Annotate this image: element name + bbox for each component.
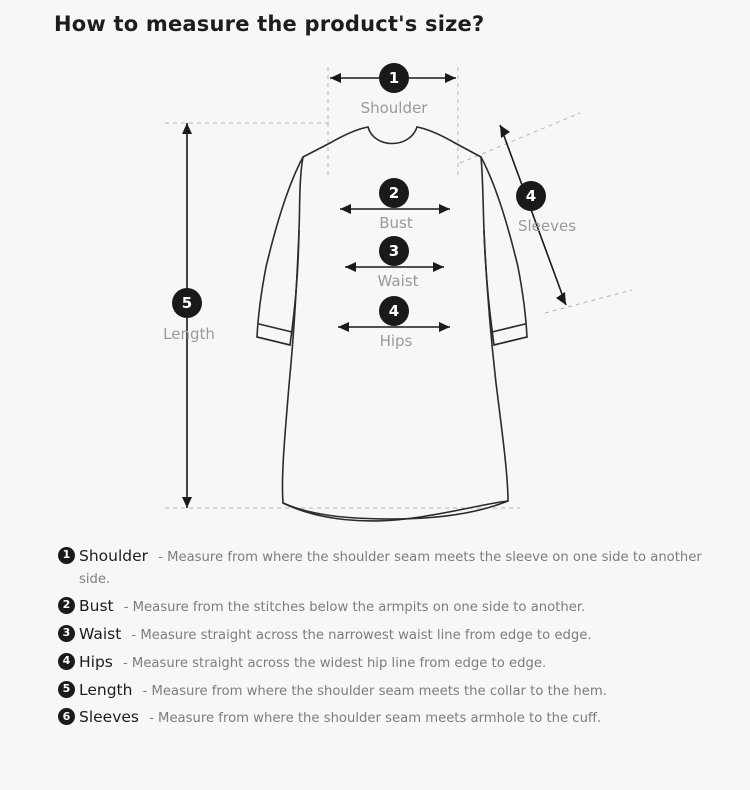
guide-sleeve-bottom (545, 290, 632, 313)
legend-badge-2: 2 (58, 597, 75, 614)
legend-term-length: Length (79, 680, 133, 699)
legend-term-hips: Hips (79, 652, 113, 671)
measurement-diagram (0, 45, 750, 535)
callout-5-number: 5 (181, 294, 193, 312)
legend-badge-1: 1 (58, 547, 75, 564)
legend-desc-hips: - Measure straight across the widest hip line from edge to edge. (122, 655, 547, 671)
legend-desc-waist: - Measure straight across the narrowest waist line from edge to edge. (131, 627, 592, 643)
callout-bust (340, 178, 450, 232)
callout-4-number: 4 (388, 302, 400, 320)
callout-hips (338, 296, 450, 350)
list-item (58, 623, 718, 645)
legend-term-sleeves: Sleeves (79, 708, 140, 727)
callout-6-number: 4 (525, 187, 537, 205)
list-item (58, 545, 718, 589)
callout-1-number: 1 (388, 69, 400, 87)
callout-length (163, 123, 215, 508)
legend-list (58, 545, 718, 734)
legend-term-waist: Waist (79, 624, 122, 643)
list-item (58, 651, 718, 673)
legend-badge-6: 6 (58, 708, 75, 725)
list-item (58, 706, 718, 728)
legend-badge-4: 4 (58, 653, 75, 670)
page-title: How to measure the product's size? (54, 12, 485, 36)
list-item (58, 679, 718, 701)
callout-2-number: 2 (388, 184, 400, 202)
callout-5-label: Length (163, 325, 215, 343)
callout-4-label: Hips (379, 332, 413, 350)
callout-3-number: 3 (388, 242, 400, 260)
callout-waist (345, 236, 444, 290)
list-item (58, 595, 718, 617)
legend-desc-sleeves: - Measure from where the shoulder seam meets armhole to the cuff. (149, 711, 602, 727)
dress-diagram-svg (0, 45, 750, 535)
callout-3-label: Waist (377, 272, 419, 290)
callout-6-label: Sleeves (517, 217, 577, 235)
callout-shoulder (330, 63, 456, 117)
callout-1-label: Shoulder (360, 99, 428, 117)
legend-desc-bust: - Measure from the stitches below the armpits on one side to another. (123, 599, 586, 615)
callout-2-label: Bust (379, 214, 413, 232)
legend-desc-shoulder: - Measure from where the shoulder seam meets the sleeve on one side to another side. (79, 550, 702, 587)
callout-sleeves (500, 125, 576, 305)
legend-term-bust: Bust (79, 596, 114, 615)
legend-desc-length: - Measure from where the shoulder seam meets the collar to the hem. (142, 683, 607, 699)
legend-badge-5: 5 (58, 681, 75, 698)
legend-badge-3: 3 (58, 625, 75, 642)
legend-term-shoulder: Shoulder (79, 547, 149, 565)
